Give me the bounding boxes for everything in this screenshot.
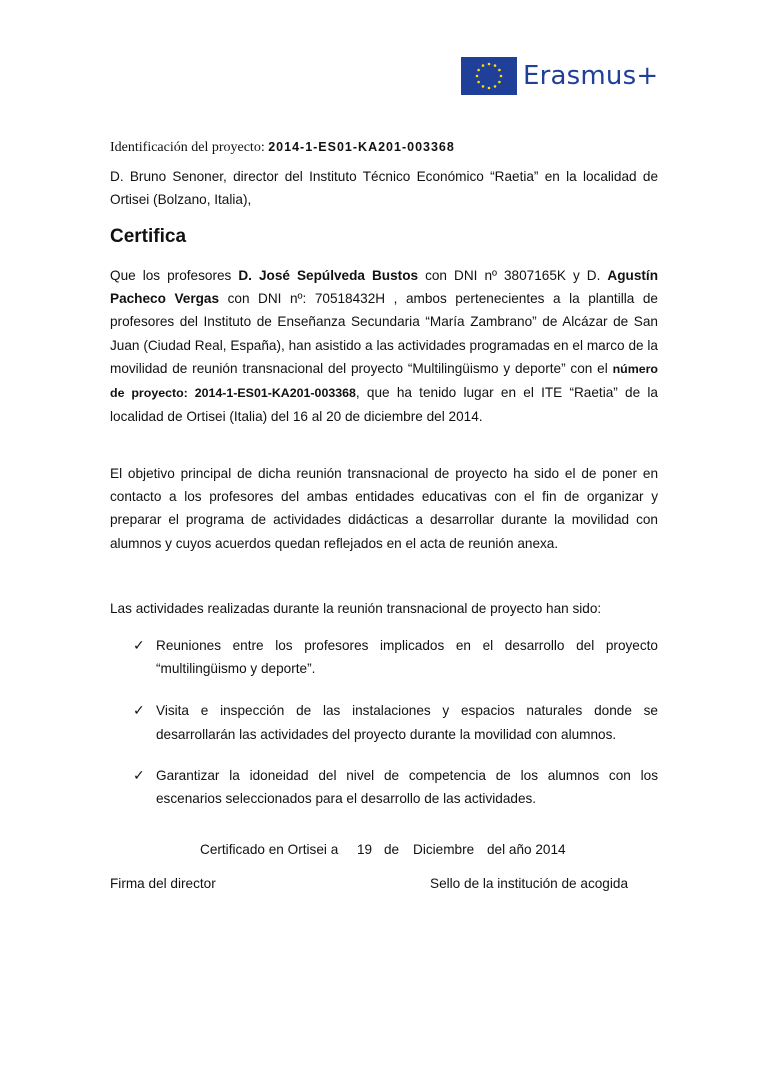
list-item-text: Reuniones entre los profesores implicados en el desarrollo del proyecto “multilingüismo y deporte”.	[156, 638, 658, 677]
intro-paragraph: D. Bruno Senoner, director del Instituto Técnico Económico “Raetia” en la localidad de Ortisei (Bolzano, Italia),	[110, 169, 658, 208]
teacher-name-2: Agustín Pacheco Vergas	[110, 268, 658, 307]
project-id-value: 2014-1-ES01-KA201-003368	[268, 140, 455, 154]
certified-month: Diciembre	[413, 842, 475, 857]
p1-text-2: con DNI nº 3807165K y D.	[418, 268, 608, 283]
certifica-heading: Certifica	[110, 226, 187, 247]
objective-paragraph: El objetivo principal de dicha reunión transnacional de proyecto ha sido el de poner en contacto a los profesores del ambas entidades educativas con el fin de organizar y preparar el programa de actividades didácticas a desarrollar durante la movilidad con alumnos y cuyos acuerdos quedan reflejados en el acta de reunión anexa.	[110, 466, 658, 551]
certification-paragraph	[110, 264, 658, 428]
director-signature-label: Firma del director	[110, 876, 216, 891]
list-item-text: Visita e inspección de las instalaciones y espacios naturales donde se desarrollarán las actividades del proyecto durante la movilidad con alumnos.	[156, 703, 658, 742]
activities-list	[133, 634, 658, 810]
p1-text-1: Que los profesores	[110, 268, 239, 283]
project-id-label: Identificación del proyecto:	[110, 140, 269, 155]
erasmus-logo	[461, 56, 659, 96]
activities-intro: Las actividades realizadas durante la reunión transnacional de proyecto han sido:	[110, 601, 602, 616]
list-item	[133, 699, 658, 745]
list-item	[133, 634, 658, 680]
p1-text-3: con DNI nº: 70518432H , ambos pertenecientes a la plantilla de profesores del Instituto de Enseñanza Secundaria “María Zambrano” de Alcázar de San Juan (Ciudad Real, España), han asistido a las actividades programadas en el marco de la movilidad de reunión transnacional del proyecto “Multilingüismo y deporte” con el	[110, 291, 658, 376]
erasmus-logo-text: Erasmus+	[523, 61, 659, 91]
list-item-text: Garantizar la idoneidad del nivel de competencia de los alumnos con los escenarios seleccionados para el desarrollo de las actividades.	[156, 767, 658, 807]
checkmark-icon: ✓	[133, 637, 145, 653]
p1-text-4: , que ha tenido lugar en el ITE “Raetia” de la localidad de Ortisei (Italia) del 16 al 20 de diciembre del 2014.	[110, 385, 658, 425]
certified-de: de	[384, 842, 400, 857]
certified-year: del año 2014	[487, 842, 566, 857]
certified-place: Certificado en Ortisei a	[200, 842, 339, 857]
eu-flag-icon	[461, 57, 517, 95]
list-item	[133, 764, 658, 810]
institution-stamp-label: Sello de la institución de acogida	[430, 876, 628, 891]
checkmark-icon: ✓	[133, 766, 145, 783]
certified-day: 19	[357, 842, 373, 857]
checkmark-icon: ✓	[133, 702, 145, 719]
project-id-line	[110, 139, 455, 156]
teacher-name-1: D. José Sepúlveda Bustos	[238, 268, 419, 283]
project-number: número de proyecto: 2014-1-ES01-KA201-003368	[110, 361, 658, 401]
